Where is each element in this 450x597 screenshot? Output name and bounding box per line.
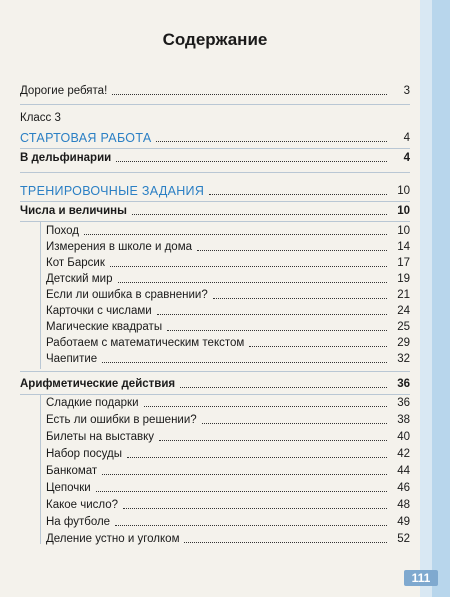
- section-page: 4: [403, 132, 410, 144]
- toc-entry-label: На футболе: [46, 516, 111, 528]
- toc-entry-label: Работаем с математическим текстом: [46, 337, 245, 349]
- divider: [20, 394, 410, 395]
- leader-dots: [123, 508, 387, 509]
- toc-section-training[interactable]: [20, 184, 410, 198]
- leader-dots: [213, 298, 387, 299]
- leader-dots: [167, 330, 387, 331]
- leader-dots: [132, 214, 387, 215]
- toc-entry-page: 44: [397, 465, 410, 477]
- leader-dots: [112, 94, 387, 95]
- leader-dots: [102, 362, 387, 363]
- leader-dots: [96, 491, 387, 492]
- leader-dots: [127, 457, 387, 458]
- toc-entry[interactable]: [46, 304, 410, 318]
- toc-entry-page: 38: [397, 414, 410, 426]
- toc-entry[interactable]: [46, 498, 410, 512]
- section-label: СТАРТОВАЯ РАБОТА: [20, 131, 152, 145]
- leader-dots: [115, 525, 387, 526]
- toc-entry-page: 25: [397, 321, 410, 333]
- toc-entry[interactable]: [46, 515, 410, 529]
- toc-entry-label: Магические квадраты: [46, 321, 163, 333]
- divider: [20, 371, 410, 372]
- leader-dots: [144, 406, 388, 407]
- toc-entry-page: 46: [397, 482, 410, 494]
- toc-entry[interactable]: [46, 272, 410, 286]
- toc-entry-page: 4: [403, 152, 410, 164]
- leader-dots: [118, 282, 388, 283]
- toc-entry-dolphinarium[interactable]: [20, 151, 410, 165]
- toc-entry-label: Если ли ошибка в сравнении?: [46, 289, 208, 301]
- group-label: Числа и величины: [20, 205, 127, 217]
- toc-entry[interactable]: [46, 413, 410, 427]
- toc-entry[interactable]: [46, 464, 410, 478]
- group-page: 10: [397, 205, 410, 217]
- toc-entry-label: Поход: [46, 225, 80, 237]
- divider: [20, 148, 410, 149]
- toc-entry[interactable]: [46, 481, 410, 495]
- page-number-badge: 111: [404, 570, 438, 586]
- toc-entry-label: Карточки с числами: [46, 305, 152, 317]
- leader-dots: [209, 194, 387, 195]
- toc-entry-page: 49: [397, 516, 410, 528]
- group-label: Арифметические действия: [20, 378, 176, 390]
- leader-dots: [197, 250, 387, 251]
- toc-entry[interactable]: [46, 447, 410, 461]
- toc-entry[interactable]: [46, 240, 410, 254]
- toc-entry-page: 10: [397, 225, 410, 237]
- toc-entry-label: Кот Барсик: [46, 257, 105, 269]
- leader-dots: [202, 423, 387, 424]
- toc-entry-page: 48: [397, 499, 410, 511]
- leader-dots: [157, 314, 387, 315]
- leader-dots: [184, 542, 387, 543]
- toc-entry[interactable]: [46, 256, 410, 270]
- toc-entry-page: 42: [397, 448, 410, 460]
- toc-entry-label: Банкомат: [46, 465, 98, 477]
- leader-dots: [84, 234, 387, 235]
- leader-dots: [156, 141, 387, 142]
- toc-entry-label: В дельфинарии: [20, 152, 112, 164]
- toc-entry-label: Детский мир: [46, 273, 113, 285]
- toc-entry-page: 29: [397, 337, 410, 349]
- toc-entry[interactable]: [46, 336, 410, 350]
- toc-entry-label: Чаепитие: [46, 353, 98, 365]
- decorative-side-band: [432, 0, 450, 597]
- divider: [20, 104, 410, 105]
- divider: [20, 201, 410, 202]
- toc-entry-intro[interactable]: [20, 84, 410, 98]
- page-title: Содержание: [162, 30, 268, 49]
- toc-entry-page: 36: [397, 397, 410, 409]
- toc-entry-page: 17: [397, 257, 410, 269]
- toc-entry-label: Сладкие подарки: [46, 397, 139, 409]
- toc-group-arithmetic[interactable]: [20, 377, 410, 391]
- toc-entry[interactable]: [46, 430, 410, 444]
- toc-entry-page: 52: [397, 533, 410, 545]
- toc-entry-page: 19: [397, 273, 410, 285]
- toc-entry-label: Цепочки: [46, 482, 91, 494]
- toc-section-start[interactable]: [20, 131, 410, 145]
- toc-entry-page: 14: [397, 241, 410, 253]
- toc-entry-page: 40: [397, 431, 410, 443]
- toc-entry-label: Набор посуды: [46, 448, 122, 460]
- toc-entry[interactable]: [46, 288, 410, 302]
- toc-entry[interactable]: [46, 352, 410, 366]
- toc-entry-page: 24: [397, 305, 410, 317]
- group-page: 36: [397, 378, 410, 390]
- leader-dots: [249, 346, 387, 347]
- toc-entry[interactable]: [46, 396, 410, 410]
- group-bracket: [40, 221, 41, 369]
- leader-dots: [102, 474, 387, 475]
- toc-entry-label: Дорогие ребята!: [20, 85, 108, 97]
- divider: [20, 221, 410, 222]
- leader-dots: [116, 161, 387, 162]
- toc-entry-label: Есть ли ошибки в решении?: [46, 414, 197, 426]
- toc-entry[interactable]: [46, 532, 410, 546]
- toc-entry-page: 21: [397, 289, 410, 301]
- toc-entry[interactable]: [46, 224, 410, 238]
- toc-entry-label: Деление устно и уголком: [46, 533, 180, 545]
- section-page: 10: [397, 185, 410, 197]
- leader-dots: [180, 387, 387, 388]
- grade-label: Класс 3: [20, 112, 61, 124]
- toc-entry[interactable]: [46, 320, 410, 334]
- leader-dots: [110, 266, 387, 267]
- toc-entry-label: Измерения в школе и дома: [46, 241, 192, 253]
- toc-entry-label: Билеты на выставку: [46, 431, 155, 443]
- toc-entry-label: Какое число?: [46, 499, 119, 511]
- toc-entry-page: 3: [403, 85, 410, 97]
- toc-group-numbers[interactable]: [20, 204, 410, 218]
- toc-entry-page: 32: [397, 353, 410, 365]
- section-label: ТРЕНИРОВОЧНЫЕ ЗАДАНИЯ: [20, 184, 205, 198]
- divider: [20, 172, 410, 173]
- group-bracket: [40, 394, 41, 544]
- leader-dots: [159, 440, 387, 441]
